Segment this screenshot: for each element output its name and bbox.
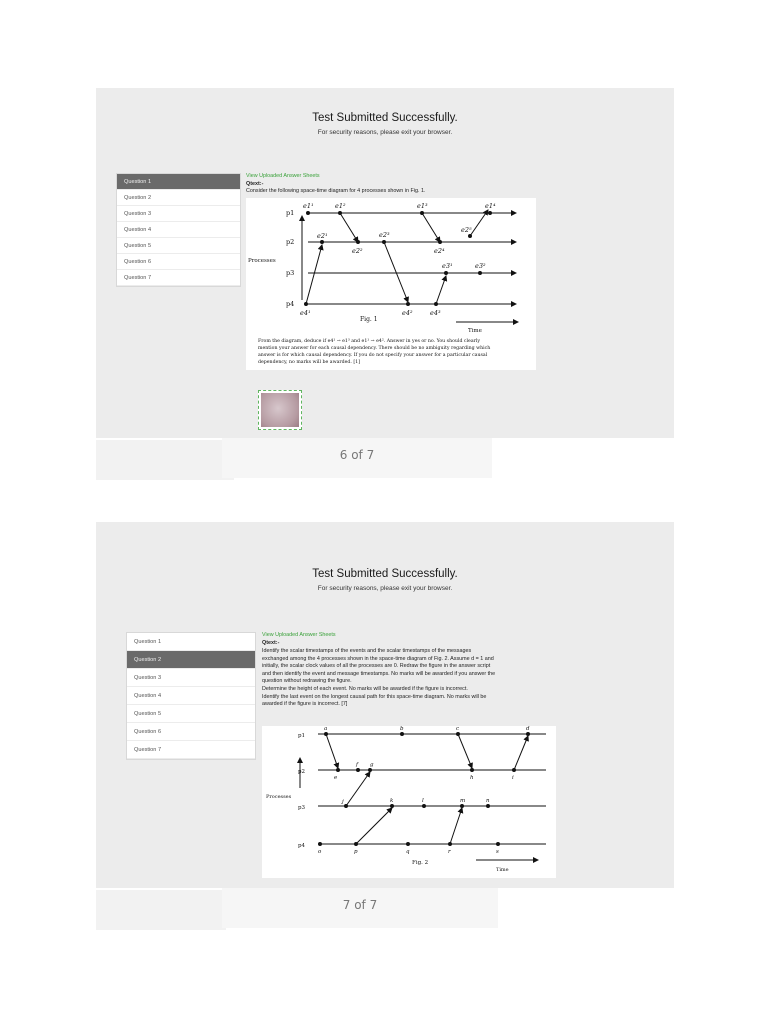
event-dot bbox=[512, 768, 516, 772]
page-subtitle: For security reasons, please exit your browser. bbox=[317, 129, 453, 136]
question-nav-item[interactable]: Question 1 bbox=[117, 174, 240, 190]
question-nav-item[interactable]: Question 2 bbox=[117, 190, 240, 206]
event-label: e bbox=[334, 775, 338, 781]
event-dot bbox=[422, 804, 426, 808]
event-dot bbox=[526, 732, 530, 736]
space-time-diagram-1 bbox=[246, 198, 536, 370]
event-label: e3¹ bbox=[442, 262, 453, 270]
event-dot bbox=[390, 804, 394, 808]
event-label: s bbox=[496, 849, 499, 855]
figure-paragraph-line: From the diagram, deduce if e4¹ → e1³ and e1¹ → e4². Answer in yes or no. You should clearly bbox=[258, 339, 481, 344]
event-dot bbox=[344, 804, 348, 808]
event-dot bbox=[448, 842, 452, 846]
event-label: n bbox=[486, 798, 490, 804]
figure-paragraph-line: answer is for which causal dependency. If you do not specify your answer for a particular causal bbox=[258, 353, 488, 358]
event-label: e4² bbox=[402, 309, 413, 317]
submission-page-q1 bbox=[96, 88, 674, 438]
event-label: e2³ bbox=[379, 231, 390, 239]
question-text-line: and then identify the event and message timestamps. No marks will be awarded if you answer the bbox=[262, 670, 496, 677]
event-dot bbox=[478, 271, 482, 275]
process-label: p2 bbox=[298, 769, 306, 775]
message-arrow bbox=[326, 734, 338, 768]
event-label: f bbox=[356, 762, 359, 768]
figure-paragraph-line: mention your answer for each causal dependency. There should be no ambiguity regarding which bbox=[258, 346, 491, 351]
question-nav-item[interactable]: Question 7 bbox=[117, 270, 240, 286]
event-dot bbox=[336, 768, 340, 772]
time-label: Time bbox=[496, 867, 509, 873]
event-label: g bbox=[370, 762, 374, 768]
uploaded-answer-thumbnail[interactable] bbox=[258, 390, 302, 430]
event-label: e1¹ bbox=[303, 202, 314, 210]
process-label: p3 bbox=[298, 805, 306, 811]
event-label: h bbox=[470, 775, 474, 781]
question-text-line: initially, the scalar clock values of all the processes are 0. Redraw the figure in the answer script bbox=[262, 663, 491, 670]
event-dot bbox=[434, 302, 438, 306]
question-nav-item[interactable]: Question 6 bbox=[117, 254, 240, 270]
message-arrow bbox=[340, 213, 358, 242]
message-arrow bbox=[346, 772, 370, 806]
page-title: Test Submitted Successfully. bbox=[312, 568, 458, 580]
process-label: p4 bbox=[298, 843, 306, 849]
event-dot bbox=[468, 234, 472, 238]
event-dot bbox=[456, 732, 460, 736]
message-arrow bbox=[450, 808, 462, 844]
event-dot bbox=[324, 732, 328, 736]
event-dot bbox=[368, 768, 372, 772]
event-dot bbox=[356, 240, 360, 244]
message-arrow bbox=[458, 734, 472, 768]
qtext-label: Qtext:- bbox=[262, 640, 280, 646]
question-text-line: Identify the last event on the longest causal path for this space-time diagram. No marks will be bbox=[262, 693, 487, 700]
event-label: d bbox=[526, 726, 530, 732]
message-arrow bbox=[436, 276, 446, 304]
axis-label: Processes bbox=[248, 258, 276, 264]
event-dot bbox=[318, 842, 322, 846]
axis-label: Processes bbox=[266, 794, 292, 800]
event-label: m bbox=[460, 798, 466, 804]
event-label: e4¹ bbox=[300, 309, 311, 317]
event-label: e3² bbox=[475, 262, 486, 270]
question-text bbox=[262, 648, 562, 709]
event-label: c bbox=[456, 726, 460, 732]
figure-caption: Fig. 2 bbox=[412, 860, 429, 866]
event-label: e1² bbox=[335, 202, 346, 210]
event-dot bbox=[320, 240, 324, 244]
event-dot bbox=[406, 842, 410, 846]
pager-left-strip bbox=[96, 440, 234, 480]
event-dot bbox=[338, 211, 342, 215]
view-answer-sheets-link[interactable]: View Uploaded Answer Sheets bbox=[262, 632, 336, 638]
page-indicator-label: 7 of 7 bbox=[342, 898, 378, 912]
event-label: l bbox=[422, 798, 424, 804]
message-arrow bbox=[470, 210, 488, 236]
qtext-label: Qtext:- bbox=[246, 181, 264, 187]
question-text-line: exchanged among the 4 processes shown in the space-time diagram of Fig. 2. Assume d = 1 and bbox=[262, 655, 494, 662]
question-nav-item[interactable]: Question 2 bbox=[127, 651, 255, 669]
view-answer-sheets-link[interactable]: View Uploaded Answer Sheets bbox=[246, 173, 320, 179]
page-subtitle: For security reasons, please exit your browser. bbox=[317, 585, 453, 592]
message-arrow bbox=[422, 213, 440, 242]
process-label: p1 bbox=[298, 733, 306, 739]
event-label: e2⁴ bbox=[434, 247, 445, 255]
question-nav-item[interactable]: Question 3 bbox=[117, 206, 240, 222]
event-dot bbox=[496, 842, 500, 846]
question-text: Consider the following space-time diagram for 4 processes shown in Fig. 1. bbox=[246, 188, 426, 194]
thumbnail-image bbox=[261, 393, 299, 427]
question-nav-item[interactable]: Question 5 bbox=[127, 705, 255, 723]
event-dot bbox=[356, 768, 360, 772]
event-label: i bbox=[512, 775, 514, 781]
question-nav-item[interactable]: Question 4 bbox=[127, 687, 255, 705]
figure-paragraph-line: dependency, no marks will be awarded. [1] bbox=[258, 360, 361, 365]
event-label: q bbox=[406, 849, 410, 855]
event-dot bbox=[470, 768, 474, 772]
figure-1 bbox=[246, 198, 536, 370]
event-label: e1³ bbox=[417, 202, 428, 210]
process-label: p2 bbox=[286, 238, 295, 246]
event-dot bbox=[306, 211, 310, 215]
question-text-line: Identify the scalar timestamps of the events and the scalar timestamps of the messages bbox=[262, 648, 472, 654]
event-label: e2¹ bbox=[317, 232, 328, 240]
event-label: e1⁴ bbox=[485, 202, 496, 210]
event-label: p bbox=[354, 849, 358, 855]
event-dot bbox=[304, 302, 308, 306]
event-label: r bbox=[448, 849, 451, 855]
event-label: b bbox=[400, 726, 404, 732]
submission-page-q2 bbox=[96, 522, 674, 888]
page-indicator bbox=[222, 438, 492, 478]
event-dot bbox=[486, 804, 490, 808]
message-arrow bbox=[514, 736, 528, 770]
page-indicator-label: 6 of 7 bbox=[339, 448, 375, 462]
question-nav-item[interactable]: Question 6 bbox=[127, 723, 255, 741]
message-arrow bbox=[384, 242, 408, 302]
event-label: o bbox=[318, 849, 322, 855]
figure-2 bbox=[262, 726, 556, 878]
event-dot bbox=[488, 211, 492, 215]
event-label: e2⁵ bbox=[461, 226, 472, 234]
message-arrow bbox=[306, 245, 322, 304]
event-dot bbox=[444, 271, 448, 275]
page-indicator bbox=[222, 888, 498, 928]
event-label: a bbox=[324, 726, 328, 732]
process-label: p4 bbox=[286, 300, 295, 308]
event-dot bbox=[382, 240, 386, 244]
process-label: p1 bbox=[286, 209, 295, 217]
figure-caption: Fig. 1 bbox=[360, 316, 378, 323]
question-nav bbox=[116, 173, 241, 287]
question-nav-item[interactable]: Question 7 bbox=[127, 741, 255, 759]
page-title: Test Submitted Successfully. bbox=[312, 112, 458, 124]
event-dot bbox=[354, 842, 358, 846]
event-label: j bbox=[342, 799, 344, 805]
question-text-line: awarded if the figure is incorrect. [7] bbox=[262, 701, 348, 708]
message-arrow bbox=[356, 808, 392, 844]
event-dot bbox=[460, 804, 464, 808]
process-label: p3 bbox=[286, 269, 295, 277]
event-dot bbox=[438, 240, 442, 244]
question-nav-item[interactable]: Question 4 bbox=[117, 222, 240, 238]
event-dot bbox=[420, 211, 424, 215]
pager-left-strip bbox=[96, 890, 226, 930]
question-text-line: Determine the height of each event. No marks will be awarded if the figure is incorrect. bbox=[262, 685, 468, 692]
event-label: e4³ bbox=[430, 309, 441, 317]
event-label: k bbox=[390, 798, 394, 804]
space-time-diagram-2 bbox=[262, 726, 556, 878]
question-text-line: question without redrawing the figure. bbox=[262, 678, 352, 685]
question-nav bbox=[126, 632, 256, 760]
event-dot bbox=[406, 302, 410, 306]
event-label: e2² bbox=[352, 247, 363, 255]
question-nav-item[interactable]: Question 3 bbox=[127, 669, 255, 687]
question-nav-item[interactable]: Question 5 bbox=[117, 238, 240, 254]
question-nav-item[interactable]: Question 1 bbox=[127, 633, 255, 651]
time-label: Time bbox=[468, 328, 482, 334]
event-dot bbox=[400, 732, 404, 736]
